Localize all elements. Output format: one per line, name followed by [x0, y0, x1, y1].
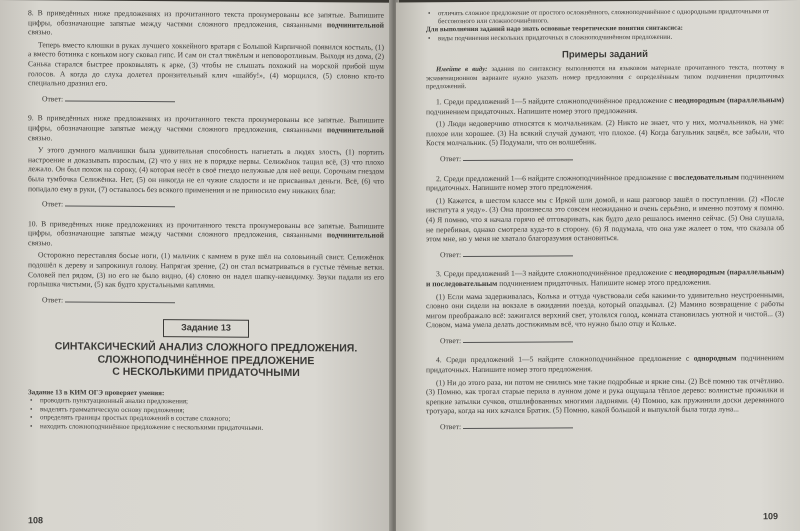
right-page: [396, 0, 800, 531]
left-page: [0, 0, 393, 531]
examples-heading: Примеры заданий: [562, 48, 648, 61]
example-4-instruction: 4. Среди предложений 1—5 найдите сложноподчинённое предложение с однородным подчинением придаточных. Напишите номер этого предложения.: [426, 353, 784, 375]
example-1-text: (1) Люди недоверчиво относятся к молчальникам. (2) Никто не знает, что у них, молчальников, на уме: плохое или хорошее. (3) На всякий случай думают, что плохое. (4) Когда багульник зацвёл, все забыли, что Костя молчальник. (5) Подумали, что он волшебник.: [426, 117, 784, 148]
example-2-instruction: 2. Среди предложений 1—6 найдите сложноподчинённое предложение с последовательным подчинением придаточных. Напишите номер этого предложения.: [426, 171, 784, 193]
kim-skills-list: [28, 388, 384, 433]
answer-line: [463, 249, 573, 257]
answer-line: [463, 335, 573, 343]
task-8-answer: Ответ:: [42, 94, 384, 106]
task-9-instruction: 9. В приведённых ниже предложениях из прочитанного текста пронумерованы все запятые. Выпишите цифры, обозначающие запятые между частями сложного предложения, связанными подчинительной связью.: [28, 113, 384, 142]
example-1-answer: Ответ:: [440, 152, 784, 164]
example-3-instruction: 3. Среди предложений 1—3 найдите сложноподчинённое предложение с неоднородным (параллельным) и последовательным подчинением придаточных. Напишите номер этого предложения.: [426, 267, 784, 289]
example-4-text: (1) Ни до этого раза, ни потом не снились мне такие подробные и яркие сны. (2) Всё помню так отчётливо. (3) Помню, как трогал старые перила в лунном доме и рука ощущала тёплое дерево: волнистые прожилки и крепкие затылки сучков, отшлифованных многими ладонями. (4) Помню, как пружинили доски деревянного тротуара, когда на них качался Братик. (5) Помню, какой большой и выпуклой была тогда луна...: [426, 375, 784, 416]
answer-line: [65, 295, 175, 303]
list-item: • находить сложноподчинённое предложение с несколькими придаточными.: [28, 422, 384, 433]
list-item: • определять границы простых предложений в составе сложного;: [28, 414, 384, 425]
page-number-left: 108: [28, 515, 44, 526]
kim-intro: Задание 13 в КИМ ОГЭ проверяет умения:: [28, 387, 165, 397]
zadanie-label: Задание 13: [163, 320, 249, 338]
task-9-answer: Ответ:: [42, 199, 384, 211]
task-8-text: Теперь вместо клюшки в руках лучшего хоккейного вратаря с Большой Кирпичной появился костыль, (1) а вместо ботинка с коньком ногу сковал гипс. И сам он стал тяжёлым и неповоротливым. Выходя из дома, (2) Санька старался быстрее проковылять к арке, (3) чтобы не слышать похожий на морской прибой шум голосов. А когда до слуха долетел пронзительный клич «шайбу!», (4) морщился, (5) словно кто-то специально дразнил его.: [28, 40, 384, 88]
page-number-right: 109: [762, 511, 778, 522]
example-1-instruction: 1. Среди предложений 1—5 найдите сложноподчинённое предложение с неоднородным (параллельным) подчинением придаточных. Напишите номер этого предложения.: [426, 95, 784, 116]
list-item: • выделять грамматическую основу предложения;: [28, 405, 384, 416]
task-10-text: Осторожно переставляя босые ноги, (1) мальчик с камнем в руке шёл на соловьиный свист. Селижёнок подошёл к дереву и запрокинул голову. Напрягая зрение, (2) он стал всматриваться в густые тёмные ветки. Соловей пел рядом, (3) но его не было видно, (4) словно он надел шапку-невидимку. Звуки падали из его горлышка чистыми, (5) как будто хрустальными каплями.: [28, 250, 384, 290]
list-item: • виды подчинения нескольких придаточных в сложноподчинённом предложении.: [426, 33, 784, 43]
list-item: • проводить пунктуационный анализ предложения;: [28, 396, 384, 407]
task-10-instruction: 10. В приведённых ниже предложениях из прочитанного текста пронумерованы все запятые. Выпишите цифры, обозначающие запятые между частями сложного предложения, связанными подчинительной связью.: [28, 218, 384, 248]
example-2-answer: Ответ:: [440, 248, 784, 260]
list-item: • отличать сложное предложение от простого осложнённого, сложноподчинённое с однородными придаточными от бессоюзного или сложносочинённого.: [426, 8, 784, 27]
theory-label: Для выполнения заданий надо знать основные теоретические понятия синтаксиса:: [426, 25, 683, 34]
theory-list: [426, 33, 784, 43]
answer-line: [65, 200, 175, 208]
example-3-text: (1) Если мама задерживалась, Колька и оттуда чувствовали себя какими-то удивительно неустроенными, словно они сидели на вокзале в ожидании поезда, который опаздывал. (2) Мамино возвращение с работы мигом преображало всё: зажигался верхний свет, утолялся голод, комната становилась уютной и чистой... (3) Словом, мама умела делать достижимым всё, что нужно было отцу и Кольке.: [426, 289, 784, 330]
zadanie-title: СИНТАКСИЧЕСКИЙ АНАЛИЗ СЛОЖНОГО ПРЕДЛОЖЕНИЯ. СЛОЖНОПОДЧИНЁННОЕ ПРЕДЛОЖЕНИЕ С НЕСКОЛЬКИМИ ПРИДАТОЧНЫМИ: [54, 340, 358, 380]
note: Имейте в виду: задания по синтаксису выполняются на языковом материале прочитанного текста, поэтому в экзаменационном варианте нужно указать номер предложения с определённым типом подчинения придаточных предложений.: [426, 64, 784, 91]
left-page-content: [28, 8, 384, 433]
example-3-answer: Ответ:: [440, 334, 784, 346]
answer-line: [463, 421, 573, 429]
answer-line: [463, 153, 573, 161]
answer-line: [65, 94, 175, 102]
task-9-text: У этого думного мальчишки была удивительная способность нагнетать в людях злость, (1) портить настроение и доказывать взрослым, (2) что у них не в порядке нервы. Селижёнок тащил всё, (3) что плохо лежало. Он был похож на сороку, (4) которая несёт в своё гнездо нелужные для неё вещи. Сорочьим гнездом была тумбочка Селижёнка. Нет, (5) он никогда не ел чужие сладости и не присваивал деньги. Всё, (6) что попадало ему в руки, (7) оставалось без всякого применения и не приносило ему никаких благ.: [28, 145, 384, 195]
example-2-text: (1) Кажется, в шестом классе мы с Иркой шли домой, и наш разговор зашёл о поступлении. (2) «После института я уеду». (3) Она произнесла это совсем неожиданно и очень серьёзно, и именно поэтому я помню. (4) Я помню, что я начала горячо её отговаривать, как будто дело решалось именно сейчас. (5) Она слушала, не перебивая, однако смотрела куда-то в сторону. (6) Я подумала, что она уже жалеет о том, что сказала об этом мне, но у меня не хватало благоразумия остановиться.: [426, 193, 784, 244]
example-4-answer: Ответ:: [440, 420, 784, 432]
task-8-instruction: 8. В приведённых ниже предложениях из прочитанного текста пронумерованы все запятые. Выпишите цифры, обозначающие запятые между частями сложного предложения, связанными подчинительной связью.: [28, 8, 384, 37]
skills-continued-list: [426, 8, 784, 27]
right-page-content: [426, 8, 784, 442]
task-10-answer: Ответ:: [42, 295, 384, 307]
